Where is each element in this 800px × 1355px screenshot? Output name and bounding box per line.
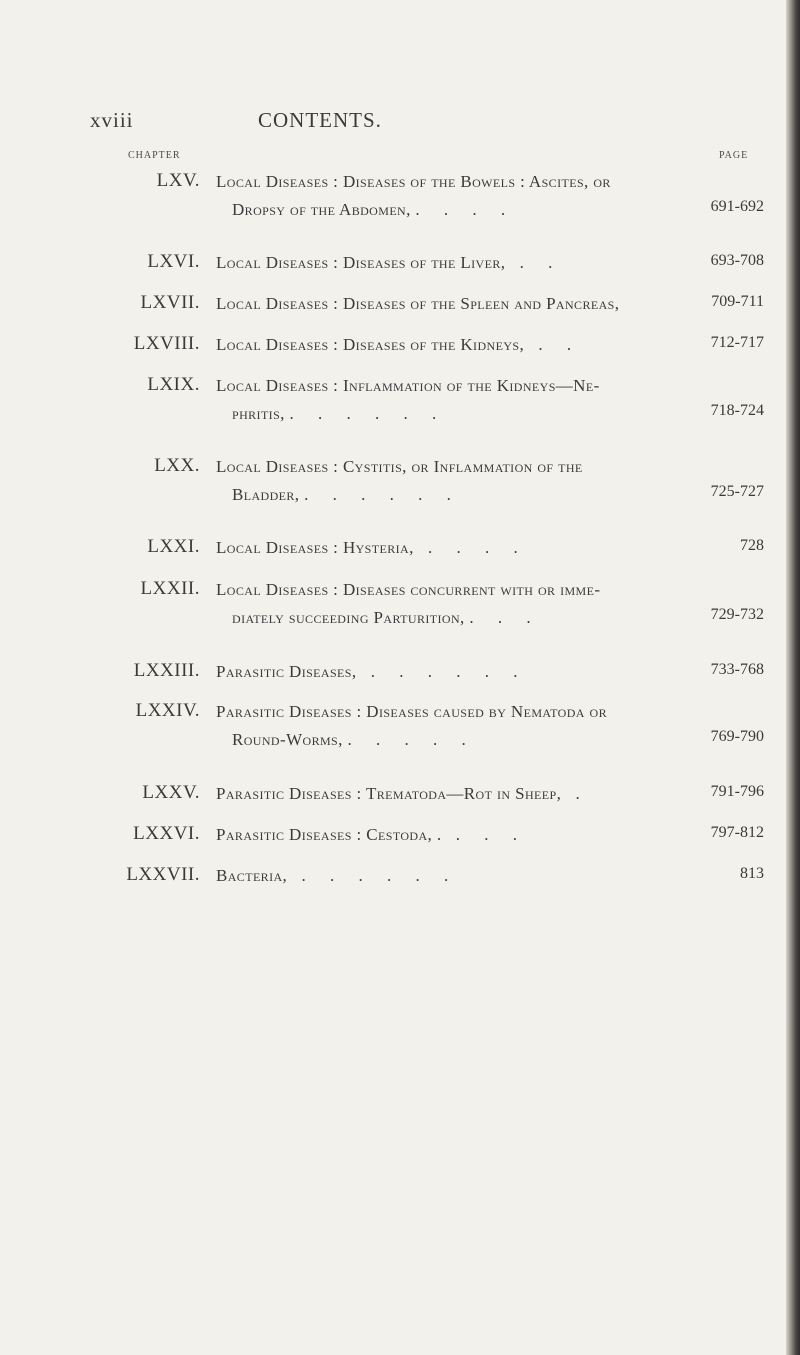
chapter-title <box>216 780 676 808</box>
leader-dots: . . . . <box>413 538 528 557</box>
chapter-number: LXVIII. <box>133 333 200 354</box>
page-range: 691-692 <box>710 198 764 215</box>
chapter-title-line: Parasitic Diseases : Trematoda—Rot in Sheep, . <box>216 784 590 803</box>
page-range: 733-768 <box>710 661 764 678</box>
chapter-title-line: Round-Worms, . . . . . <box>232 730 476 749</box>
chapter-title-line: Bladder, . . . . . . <box>232 485 461 504</box>
chapter-number: LXXII. <box>140 578 200 599</box>
leader-dots: . . . <box>469 608 541 627</box>
leader-dots: . . . <box>441 825 527 844</box>
chapter-title <box>216 372 676 428</box>
page-range: 709-711 <box>711 293 764 310</box>
chapter-title-line: Parasitic Diseases, . . . . . . <box>216 662 528 681</box>
chapter-title-line: Parasitic Diseases : Cestoda, . . . . <box>216 825 527 844</box>
chapter-title-line: diately succeeding Parturition, . . . <box>232 608 541 627</box>
chapter-number: LXXI. <box>147 536 200 557</box>
chapter-title <box>216 290 676 318</box>
leader-dots: . <box>561 784 590 803</box>
chapter-number: LXV. <box>156 170 200 191</box>
chapter-number: LXXIII. <box>133 660 200 681</box>
chapter-title <box>216 453 676 509</box>
chapter-title <box>216 821 676 849</box>
chapter-number: LXX. <box>154 455 200 476</box>
leader-dots: . . . . <box>415 200 516 219</box>
chapter-title <box>216 698 676 754</box>
chapter-number: LXXVI. <box>133 823 200 844</box>
chapter-title-line: Bacteria, . . . . . . <box>216 866 459 885</box>
leader-dots: . . <box>505 253 563 272</box>
chapter-title <box>216 249 676 277</box>
chapter-title-line: Local Diseases : Inflammation of the Kidneys—Ne- <box>216 376 600 395</box>
chapter-title-line: Dropsy of the Abdomen, . . . . <box>232 200 516 219</box>
leader-dots: . . <box>524 335 582 354</box>
leader-dots: . . . . . . <box>304 485 461 504</box>
page-range: 769-790 <box>710 728 764 745</box>
chapter-title-line: Local Diseases : Diseases of the Liver, . . <box>216 253 563 272</box>
chapter-column-heading: CHAPTER <box>128 150 181 161</box>
page-header <box>90 108 750 138</box>
chapter-title-line: phritis, . . . . . . <box>232 404 447 423</box>
page-number: xviii <box>90 108 134 132</box>
page-range: 718-724 <box>710 402 764 419</box>
chapter-title-line: Parasitic Diseases : Diseases caused by Nematoda or <box>216 702 607 721</box>
page-range: 729-732 <box>710 606 764 623</box>
page-range: 725-727 <box>710 483 764 500</box>
chapter-title-line: Local Diseases : Diseases of the Spleen and Pancreas, <box>216 294 620 313</box>
chapter-title-line: Local Diseases : Diseases of the Kidneys, . . <box>216 335 582 354</box>
chapter-title-line: Local Diseases : Diseases of the Bowels : Ascites, or <box>216 172 611 191</box>
chapter-number: LXVII. <box>140 292 200 313</box>
chapter-number: LXXIV. <box>135 700 200 721</box>
chapter-title <box>216 168 676 224</box>
chapter-title <box>216 576 676 632</box>
page-range: 797-812 <box>710 824 764 841</box>
chapter-title <box>216 331 676 359</box>
chapter-title-line: Local Diseases : Diseases concurrent with or imme- <box>216 580 601 599</box>
leader-dots: . . . . . . <box>289 404 447 423</box>
leader-dots: . . . . . <box>347 730 476 749</box>
chapter-title <box>216 534 676 562</box>
chapter-title <box>216 862 676 890</box>
page-range: 813 <box>740 865 764 882</box>
running-title: CONTENTS. <box>258 108 382 132</box>
page-range: 791-796 <box>710 783 764 800</box>
chapter-number: LXXV. <box>142 782 200 803</box>
chapter-number: LXIX. <box>147 374 200 395</box>
page-edge-shadow <box>786 0 800 1355</box>
chapter-title <box>216 658 676 686</box>
page-column-heading: PAGE <box>719 150 749 161</box>
leader-dots: . . . . . . <box>287 866 459 885</box>
chapter-number: LXVI. <box>147 251 200 272</box>
chapter-number: LXXVII. <box>126 864 200 885</box>
page-range: 712-717 <box>710 334 764 351</box>
chapter-title-line: Local Diseases : Cystitis, or Inflammation of the <box>216 457 583 476</box>
leader-dots: . . . . . . <box>356 662 528 681</box>
page-range: 728 <box>740 537 764 554</box>
page-range: 693-708 <box>710 252 764 269</box>
chapter-title-line: Local Diseases : Hysteria, . . . . <box>216 538 528 557</box>
